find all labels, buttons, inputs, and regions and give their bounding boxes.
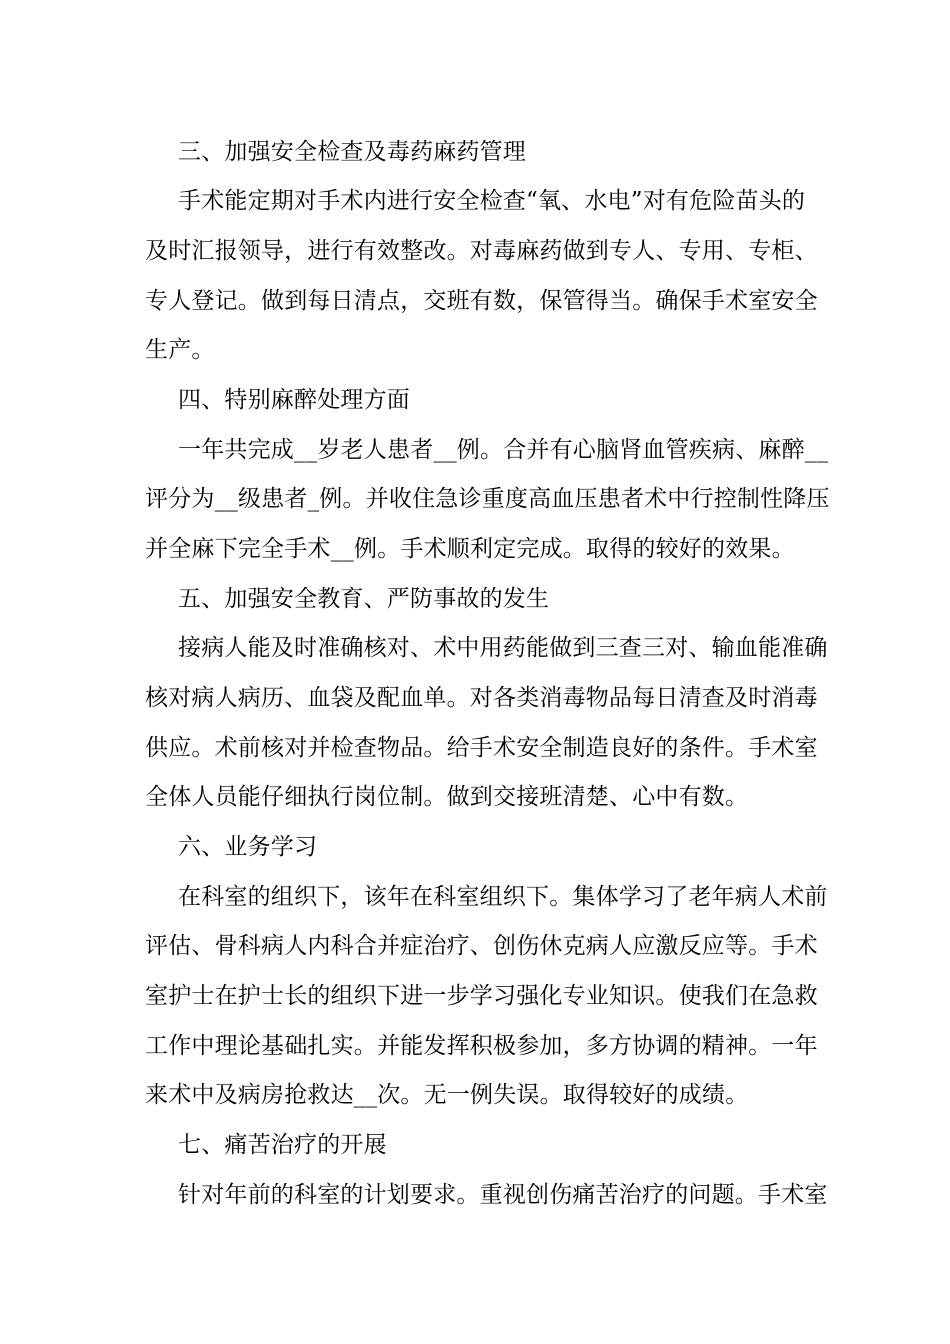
paragraph-line: 全体人员能仔细执行岗位制。做到交接班清楚、心中有数。 [145, 784, 749, 810]
section-heading-7: 七、痛苦治疗的开展 [178, 1132, 387, 1158]
paragraph-line: 针对年前的科室的计划要求。重视创伤痛苦治疗的问题。手术室 [178, 1182, 828, 1208]
paragraph-line: 生产。 [145, 337, 215, 363]
section-heading-5: 五、加强安全教育、严防事故的发生 [178, 586, 550, 612]
paragraph-line: 核对病人病历、血袋及配血单。对各类消毒物品每日清查及时消毒 [145, 685, 818, 711]
paragraph-line: 来术中及病房抢救达__次。无一例失误。取得较好的成绩。 [145, 1082, 749, 1108]
paragraph-line: 在科室的组织下，该年在科室组织下。集体学习了老年病人术前 [178, 884, 828, 910]
paragraph-line: 评分为__级患者_例。并收住急诊重度高血压患者术中行控制性降压 [145, 486, 830, 512]
paragraph-line: 并全麻下完全手术__例。手术顺利定完成。取得的较好的效果。 [145, 536, 795, 562]
paragraph-line: 工作中理论基础扎实。并能发挥积极参加，多方协调的精神。一年 [145, 1033, 818, 1059]
paragraph-line: 供应。术前核对并检查物品。给手术安全制造良好的条件。手术室 [145, 735, 818, 761]
paragraph-line: 及时汇报领导，进行有效整改。对毒麻药做到专人、专用、专柜、 [145, 238, 818, 264]
section-heading-3: 三、加强安全检查及毒药麻药管理 [178, 139, 526, 165]
paragraph-line: 一年共完成__岁老人患者__例。合并有心脑肾血管疾病、麻醉__ [178, 437, 829, 463]
section-heading-6: 六、业务学习 [178, 834, 318, 860]
paragraph-line: 评估、骨科病人内科合并症治疗、创伤休克病人应激反应等。手术 [145, 933, 818, 959]
paragraph-line: 接病人能及时准确核对、术中用药能做到三查三对、输血能准确 [178, 635, 828, 661]
paragraph-line: 专人登记。做到每日清点，交班有数，保管得当。确保手术室安全 [145, 288, 818, 314]
section-heading-4: 四、特别麻醉处理方面 [178, 387, 410, 413]
paragraph-line: 室护士在护士长的组织下进一步学习强化专业知识。使我们在急救 [145, 983, 818, 1009]
paragraph-line: 手术能定期对手术内进行安全检查“氧、水电”对有危险苗头的 [178, 188, 806, 214]
